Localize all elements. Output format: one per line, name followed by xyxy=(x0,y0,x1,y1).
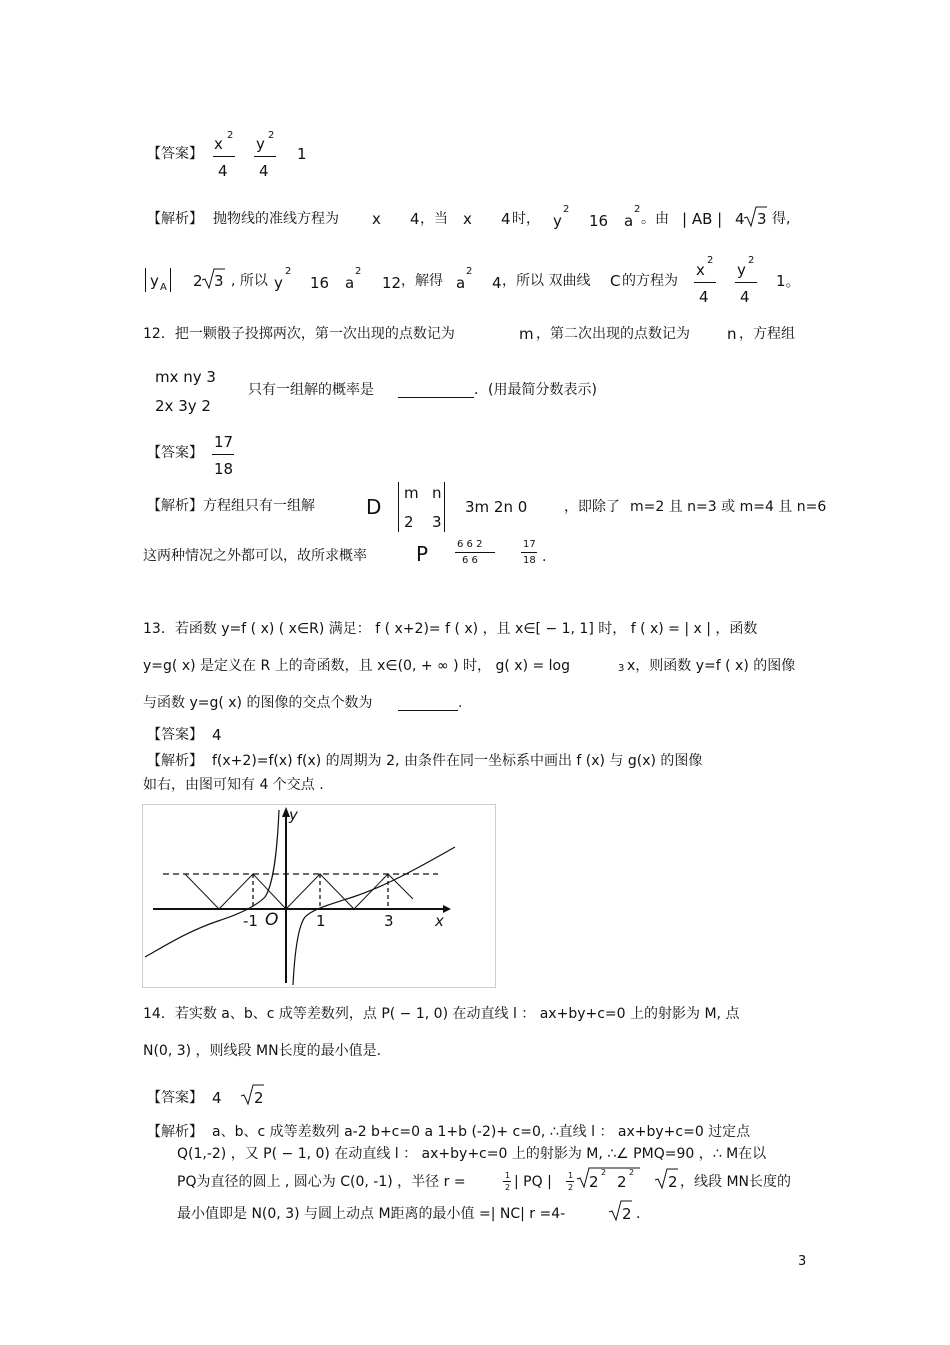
math: n xyxy=(727,325,737,343)
determinant-bar xyxy=(398,482,399,532)
abs-bar xyxy=(145,268,146,292)
math-sup: 2 xyxy=(285,266,292,277)
math: 2 xyxy=(254,1089,264,1107)
text: y=g( x) 是定义在 R 上的奇函数，且 x∈(0, + ∞ ) 时， g( x) = log xyxy=(143,658,571,674)
math-sup: 2 xyxy=(227,130,234,141)
math: C xyxy=(610,272,621,290)
math: x xyxy=(463,210,472,228)
math: 2 xyxy=(404,513,414,531)
text: a、b、c 成等差数列 a-2 b+c=0 a 1+b (-2)+ c=0, ∴直线 l ： ax+by+c=0 过定点 xyxy=(212,1124,751,1140)
y-axis-label: y xyxy=(289,806,298,824)
x-axis-arrow-icon xyxy=(443,905,451,913)
blank-underline xyxy=(398,397,474,398)
math: m xyxy=(404,484,419,502)
text: 得, xyxy=(772,211,791,227)
log-curve-left xyxy=(145,810,279,957)
math: 2 xyxy=(622,1205,632,1223)
tick-label: -1 xyxy=(243,912,258,930)
math: 2 xyxy=(193,272,203,290)
math: 4 xyxy=(492,274,502,292)
text: 只有一组解的概率是 xyxy=(248,382,374,398)
math-sup: 2 xyxy=(707,255,714,266)
text: Q(1,-2) ，又 P( − 1, 0) 在动直线 l ： ax+by+c=0 上的射影为 M, ∴∠ PMQ=90 ，∴ M在以 xyxy=(177,1146,767,1162)
text: ，所以 双曲线 xyxy=(502,273,591,289)
math: 4 xyxy=(501,210,511,228)
origin-label: O xyxy=(265,910,279,930)
math-sup: 2 xyxy=(634,204,641,215)
math: 3 xyxy=(757,210,767,228)
math-den: 6 6 xyxy=(462,555,478,566)
analysis-label: 【解析】 xyxy=(147,753,203,769)
text: 抛物线的准线方程为 xyxy=(213,211,339,227)
math-num: 1 xyxy=(505,1171,511,1180)
math: 4 xyxy=(212,726,222,744)
math: x xyxy=(372,210,381,228)
fraction-bar xyxy=(566,1181,574,1182)
text: 方程组只有一组解 xyxy=(203,498,315,514)
math: n xyxy=(432,484,442,502)
answer-label: 【答案】 xyxy=(147,445,203,461)
fraction-bar xyxy=(212,454,234,455)
text: . xyxy=(542,549,547,565)
math-num: 17 xyxy=(523,539,536,550)
equation-system-row: mx ny 3 xyxy=(155,368,216,386)
equation-system-row: 2x 3y 2 xyxy=(155,397,211,415)
text: ，当 xyxy=(420,211,448,227)
math-den: 4 xyxy=(218,162,228,180)
answer-label: 【答案】 xyxy=(147,1090,203,1106)
math: 3 xyxy=(432,513,442,531)
math-num: 17 xyxy=(214,433,234,451)
determinant-bar xyxy=(444,482,445,532)
math-sup: 2 xyxy=(629,1168,635,1177)
math: D xyxy=(366,495,382,519)
text: . xyxy=(458,695,463,711)
tick-label: 1 xyxy=(316,912,326,930)
fraction-bar xyxy=(694,282,716,283)
blank-underline xyxy=(398,710,458,711)
math: m xyxy=(519,325,534,343)
fraction-bar xyxy=(455,552,495,553)
text: ，即除了 xyxy=(564,499,620,515)
text: 。由 xyxy=(641,211,669,227)
math: 16 xyxy=(589,212,609,230)
text: ．(用最简分数表示) xyxy=(474,382,597,398)
math-sup: 2 xyxy=(355,266,362,277)
math-den: 4 xyxy=(259,162,269,180)
math: y xyxy=(150,272,159,290)
math-x: x xyxy=(696,261,705,279)
answer-label: 【答案】 xyxy=(147,146,203,162)
math: a xyxy=(456,274,466,292)
math: 2 xyxy=(589,1173,599,1191)
text: , 所以 xyxy=(231,273,268,289)
graph-canvas xyxy=(143,805,495,987)
text: ，第二次出现的点数记为 xyxy=(536,326,690,342)
math: 2 xyxy=(668,1173,678,1191)
analysis-label: 【解析】 xyxy=(147,498,203,514)
math-sup: 2 xyxy=(466,266,473,277)
fraction-bar xyxy=(503,1181,511,1182)
math: 2 xyxy=(617,1173,627,1191)
x-axis-label: x xyxy=(435,912,444,930)
text: . xyxy=(636,1206,641,1222)
math-den: 4 xyxy=(740,288,750,306)
math: 3m 2n 0 xyxy=(465,498,528,516)
math: 4 xyxy=(735,210,745,228)
math: 12 xyxy=(382,274,402,292)
math: 3 xyxy=(214,272,224,290)
text: f(x+2)=f(x) f(x) 的周期为 2, 由条件在同一坐标系中画出 f (x) 与 g(x) 的图像 xyxy=(212,753,703,769)
math: | AB | xyxy=(682,210,723,228)
math-rhs: 1 xyxy=(297,145,307,163)
math-den: 18 xyxy=(523,555,536,566)
text: PQ为直径的圆上 , 圆心为 C(0, -1) ，半径 r = xyxy=(177,1174,466,1190)
math-num: 1 xyxy=(568,1171,574,1180)
text: | PQ | xyxy=(514,1174,552,1190)
question-13: 13．若函数 y=f ( x) ( x∈R) 满足： f ( x+2)= f ( x) ，且 x∈[ − 1, 1] 时， f ( x) = | x | ，函数 xyxy=(143,621,758,637)
math-y: y xyxy=(737,261,746,279)
math-sup: 2 xyxy=(268,130,275,141)
math-den: 4 xyxy=(699,288,709,306)
math: 4 xyxy=(212,1089,222,1107)
function-graph xyxy=(142,804,496,988)
periodic-function-curve xyxy=(185,874,413,909)
text: m=2 且 n=3 或 m=4 且 n=6 xyxy=(630,499,827,515)
fraction-bar xyxy=(521,552,537,553)
math-sup: 2 xyxy=(563,204,570,215)
text: 这两种情况之外都可以，故所求概率 xyxy=(143,548,367,564)
math: 16 xyxy=(310,274,330,292)
math: a xyxy=(624,212,634,230)
math-den: 2 xyxy=(568,1183,574,1192)
abs-bar xyxy=(170,268,171,292)
text: x，则函数 y=f ( x) 的图像 xyxy=(627,658,796,674)
math-y: y xyxy=(256,135,265,153)
analysis-label: 【解析】 xyxy=(147,211,203,227)
math-sub: 3 xyxy=(618,663,625,674)
text: 的方程为 xyxy=(622,273,678,289)
math-num: 6 6 2 xyxy=(457,539,483,550)
page-number: 3 xyxy=(798,1254,807,1269)
analysis-label: 【解析】 xyxy=(147,1124,203,1140)
tick-label: 3 xyxy=(384,912,394,930)
math-x: x xyxy=(214,135,223,153)
text: N(0, 3) ，则线段 MN长度的最小值是. xyxy=(143,1043,382,1059)
text: 时， xyxy=(512,211,540,227)
math: P xyxy=(416,542,429,566)
text: ，线段 MN长度的 xyxy=(680,1174,792,1190)
text: 与函数 y=g( x) 的图像的交点个数为 xyxy=(143,695,373,711)
question-14: 14．若实数 a、b、c 成等差数列，点 P( − 1, 0) 在动直线 l ： ax+by+c=0 上的射影为 M, 点 xyxy=(143,1006,740,1022)
math-den: 18 xyxy=(214,460,234,478)
text: ，方程组 xyxy=(739,326,795,342)
question-12: 12．把一颗骰子投掷两次，第一次出现的点数记为 xyxy=(143,326,455,342)
answer-label: 【答案】 xyxy=(147,727,203,743)
fraction-bar xyxy=(254,156,276,157)
math: 1。 xyxy=(776,272,801,290)
text: ，解得 xyxy=(401,273,443,289)
math-sup: 2 xyxy=(748,255,755,266)
fraction-bar xyxy=(213,156,235,157)
math-den: 2 xyxy=(505,1183,511,1192)
math-sup: 2 xyxy=(601,1168,607,1177)
math: y xyxy=(274,274,283,292)
math: y xyxy=(553,212,562,230)
math: 4 xyxy=(410,210,420,228)
math-sub: A xyxy=(160,282,167,293)
text: 最小值即是 N(0, 3) 与圆上动点 M距离的最小值 =| NC| r =4- xyxy=(177,1206,566,1222)
math: a xyxy=(345,274,355,292)
fraction-bar xyxy=(735,282,757,283)
text: 如右，由图可知有 4 个交点 . xyxy=(143,777,324,793)
